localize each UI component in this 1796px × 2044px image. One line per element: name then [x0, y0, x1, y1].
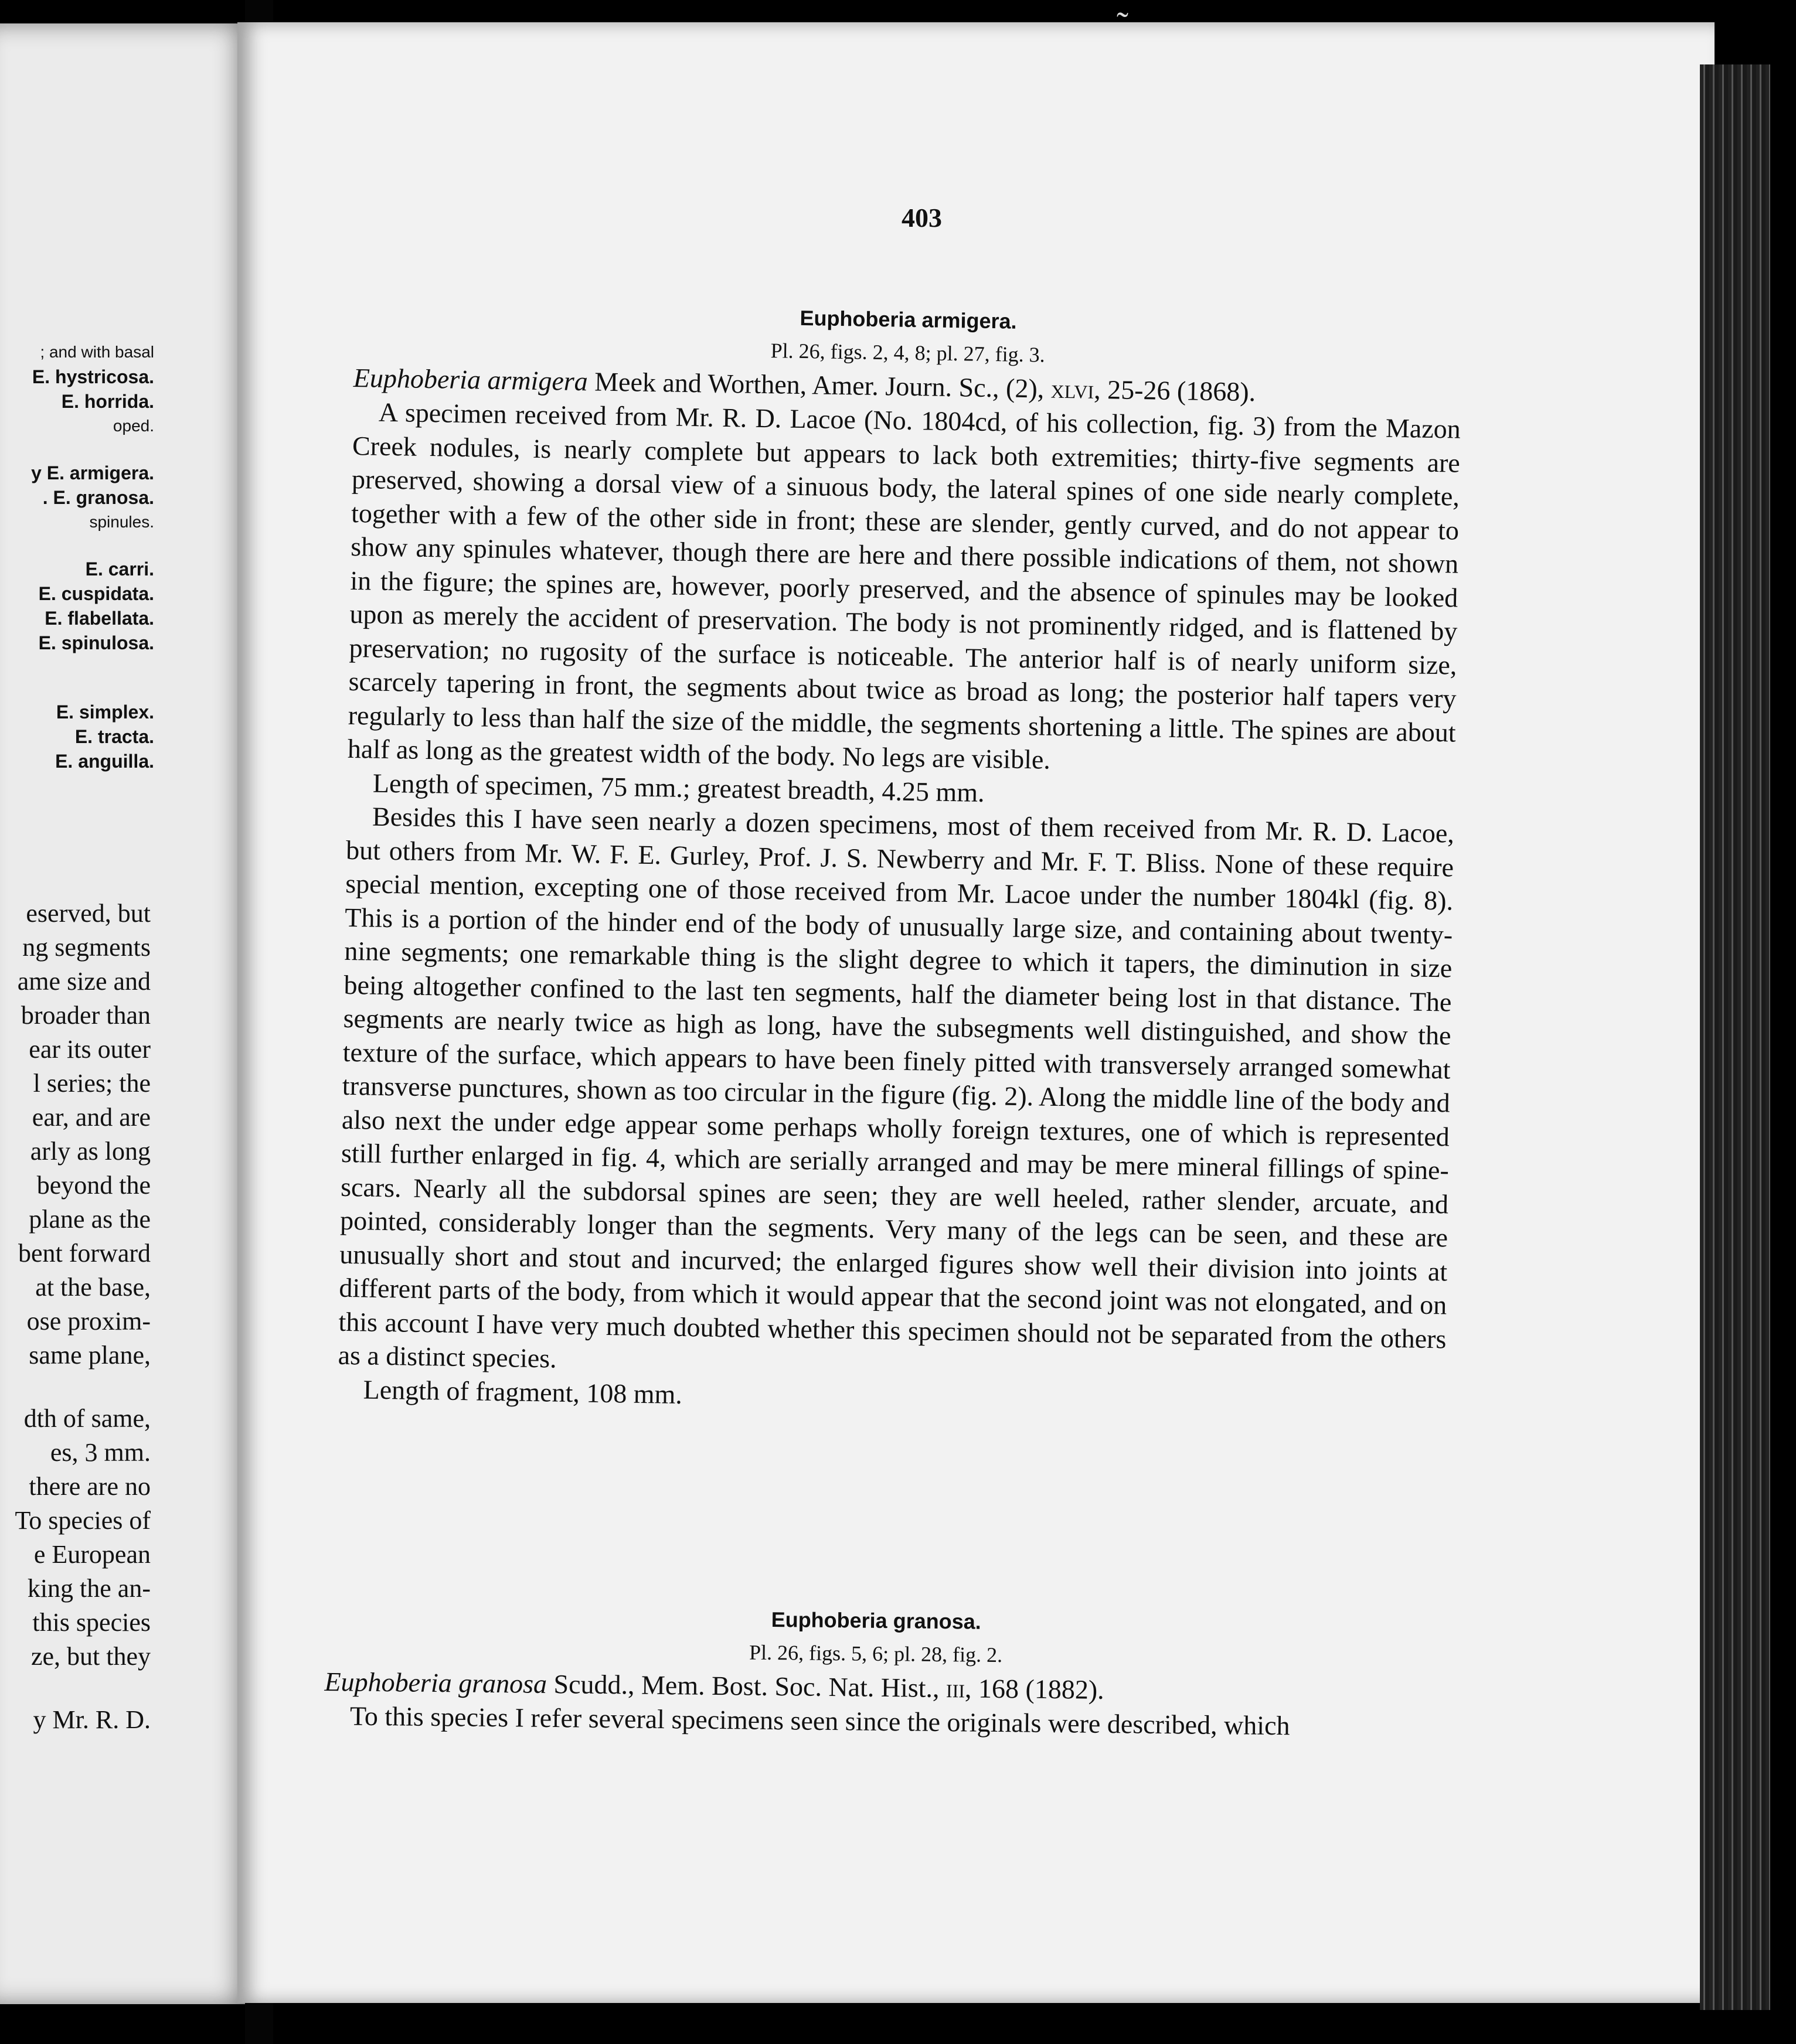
body-line: broader than: [21, 1001, 151, 1030]
measurement-line: Length of specimen, 75 mm.; greatest breadth, 4.25 mm.: [372, 768, 985, 808]
key-spacer: [9, 534, 255, 557]
key-line: E. anguilla.: [55, 751, 154, 772]
citation-pages: , 25-26 (1868).: [1093, 374, 1256, 407]
body-line: beyond the: [36, 1171, 151, 1200]
key-line: E. carri.: [85, 558, 154, 580]
citation-source: Meek and Worthen, Amer. Journ. Sc., (2),: [587, 366, 1052, 404]
citation-volume: iii: [945, 1673, 965, 1704]
section-euphoberia-armigera: [337, 299, 1462, 1423]
body-line: there are no: [29, 1472, 151, 1501]
plate-references: Pl. 26, figs. 5, 6; pl. 28, fig. 2.: [749, 1640, 1003, 1667]
body-line: es, 3 mm.: [50, 1438, 151, 1467]
citation-species-name: Euphoberia armigera: [353, 362, 589, 397]
body-line: ze, but they: [30, 1642, 151, 1671]
body-line: e European: [33, 1540, 151, 1569]
key-line: oped.: [113, 417, 154, 435]
body-line: ose proxim-: [26, 1307, 151, 1336]
key-line: y E. armigera.: [31, 462, 154, 483]
description-paragraph: Besides this I have seen nearly a dozen specimens, most of them received from Mr. R. D. Lacoe, but others from Mr. W. F. E. Gurley, Prof. J. S. Newberry and Mr. F. T. Bliss. None of these require special mention, excepting one of those received from Mr. Lacoe under the number 1804kl (fig. 8). This is a portion of the hinder end of the body of unusually large size, and containing about twenty-nine segments; one remarkable thing is the slight degree to which it tapers, the diminution in size being altogether confined to the last ten segments, half the diameter being lost in that distance. The segments are nearly twice as high as long, have the subsegments well distinguished, and show the texture of the surface, which appears to have been finely pitted with transversely arranged somewhat transverse punctures, shown as too circular in the figure (fig. 2). Along the middle line of the body and also next the under edge appear some perhaps wholly foreign textures, one of which is represented still further enlarged in fig. 4, which are serially arranged and may be mere mineral fillings of spine-scars. Nearly all the subdorsal spines are seen; they are well heeled, rather slender, arcuate, and pointed, considerably longer than the segments. Very many of the legs can be seen, and these are unusually short and stout and incurved; the enlarged figures show well their division into joints at different parts of the body, from which it would appear that the second joint was not elongated, and on this account I have very much doubted whether this specimen should not be separated from the others as a distinct species.: [338, 801, 1455, 1374]
left-facing-page: [0, 23, 255, 2004]
key-line: . E. granosa.: [42, 487, 154, 508]
body-line: this species: [32, 1608, 151, 1637]
body-line: l series; the: [33, 1069, 151, 1098]
body-spacer: [9, 1372, 255, 1402]
body-line: plane as the: [29, 1205, 151, 1234]
species-key: [9, 340, 255, 774]
body-line: ng segments: [22, 933, 151, 962]
body-line: dth of same,: [23, 1404, 151, 1433]
key-line: E. simplex.: [56, 701, 154, 723]
book-page-edges: [1700, 64, 1770, 2010]
key-spacer: [9, 438, 255, 461]
key-spacer: [9, 655, 255, 677]
body-line: ame size and: [17, 967, 151, 996]
key-line: ; and with basal: [40, 343, 154, 361]
body-line: at the base,: [35, 1273, 151, 1302]
citation-pages: , 168 (1882).: [964, 1673, 1104, 1705]
key-line: E. cuspidata.: [38, 583, 154, 604]
key-line: E. flabellata.: [45, 608, 154, 629]
section-euphoberia-granosa: [324, 1603, 1427, 1744]
body-line: same plane,: [29, 1341, 151, 1370]
body-line: ear, and are: [32, 1103, 151, 1132]
body-line: arly as long: [30, 1137, 151, 1166]
key-line: spinules.: [89, 513, 154, 531]
body-line: ear its outer: [29, 1035, 151, 1064]
key-spacer: [9, 677, 255, 700]
species-title: Euphoberia armigera.: [800, 305, 1017, 333]
body-spacer: [9, 1674, 255, 1703]
key-line: E. hystricosa.: [32, 366, 154, 387]
body-line: bent forward: [18, 1239, 151, 1268]
page-number: 403: [902, 203, 942, 233]
key-line: E. spinulosa.: [38, 632, 154, 653]
citation-source: Scudd., Mem. Bost. Soc. Nat. Hist.,: [546, 1668, 947, 1704]
plate-references: Pl. 26, figs. 2, 4, 8; pl. 27, fig. 3.: [770, 339, 1045, 367]
body-line: eserved, but: [26, 899, 151, 928]
citation-volume: xlvi: [1050, 373, 1094, 404]
left-page-body-text: [9, 897, 255, 1737]
body-line: To species of: [15, 1506, 151, 1535]
measurement-line: Length of fragment, 108 mm.: [363, 1374, 683, 1409]
body-line: y Mr. R. D.: [33, 1705, 151, 1734]
species-title: Euphoberia granosa.: [771, 1607, 981, 1634]
body-line: king the an-: [27, 1574, 151, 1603]
description-paragraph: To this species I refer several specimens seen since the originals were described, which: [349, 1701, 1290, 1741]
key-line: E. tracta.: [74, 726, 154, 747]
description-paragraph: A specimen received from Mr. R. D. Lacoe (No. 1804cd, of his collection, fig. 3) from the Mazon Creek nodules, is nearly complete but appears to lack both extremities; thirty-five segments are preserved, showing a dorsal view of a sinuous body, the lateral spines of one side nearly complete, together with a few of the other side in front; these are slender, gently curved, and do not appear to show any spinules whatever, though there are here and there possible indications of them, not shown in the figure; the spines are, however, poorly preserved, and the absence of spinules may be looked upon as merely the accident of preservation. The body is not prominently ridged, and is flattened by preservation; no rugosity of the surface is noticeable. The anterior half is of nearly uniform size, scarcely tapering in front, the segments about twice as broad as long; the posterior half tapers very regularly to less than half the size of the middle, the segments shortening a little. The spines are about half as long as the greatest width of the body. No legs are visible.: [347, 397, 1461, 775]
citation-species-name: Euphoberia granosa: [324, 1666, 547, 1699]
key-line: E. horrida.: [61, 391, 154, 412]
